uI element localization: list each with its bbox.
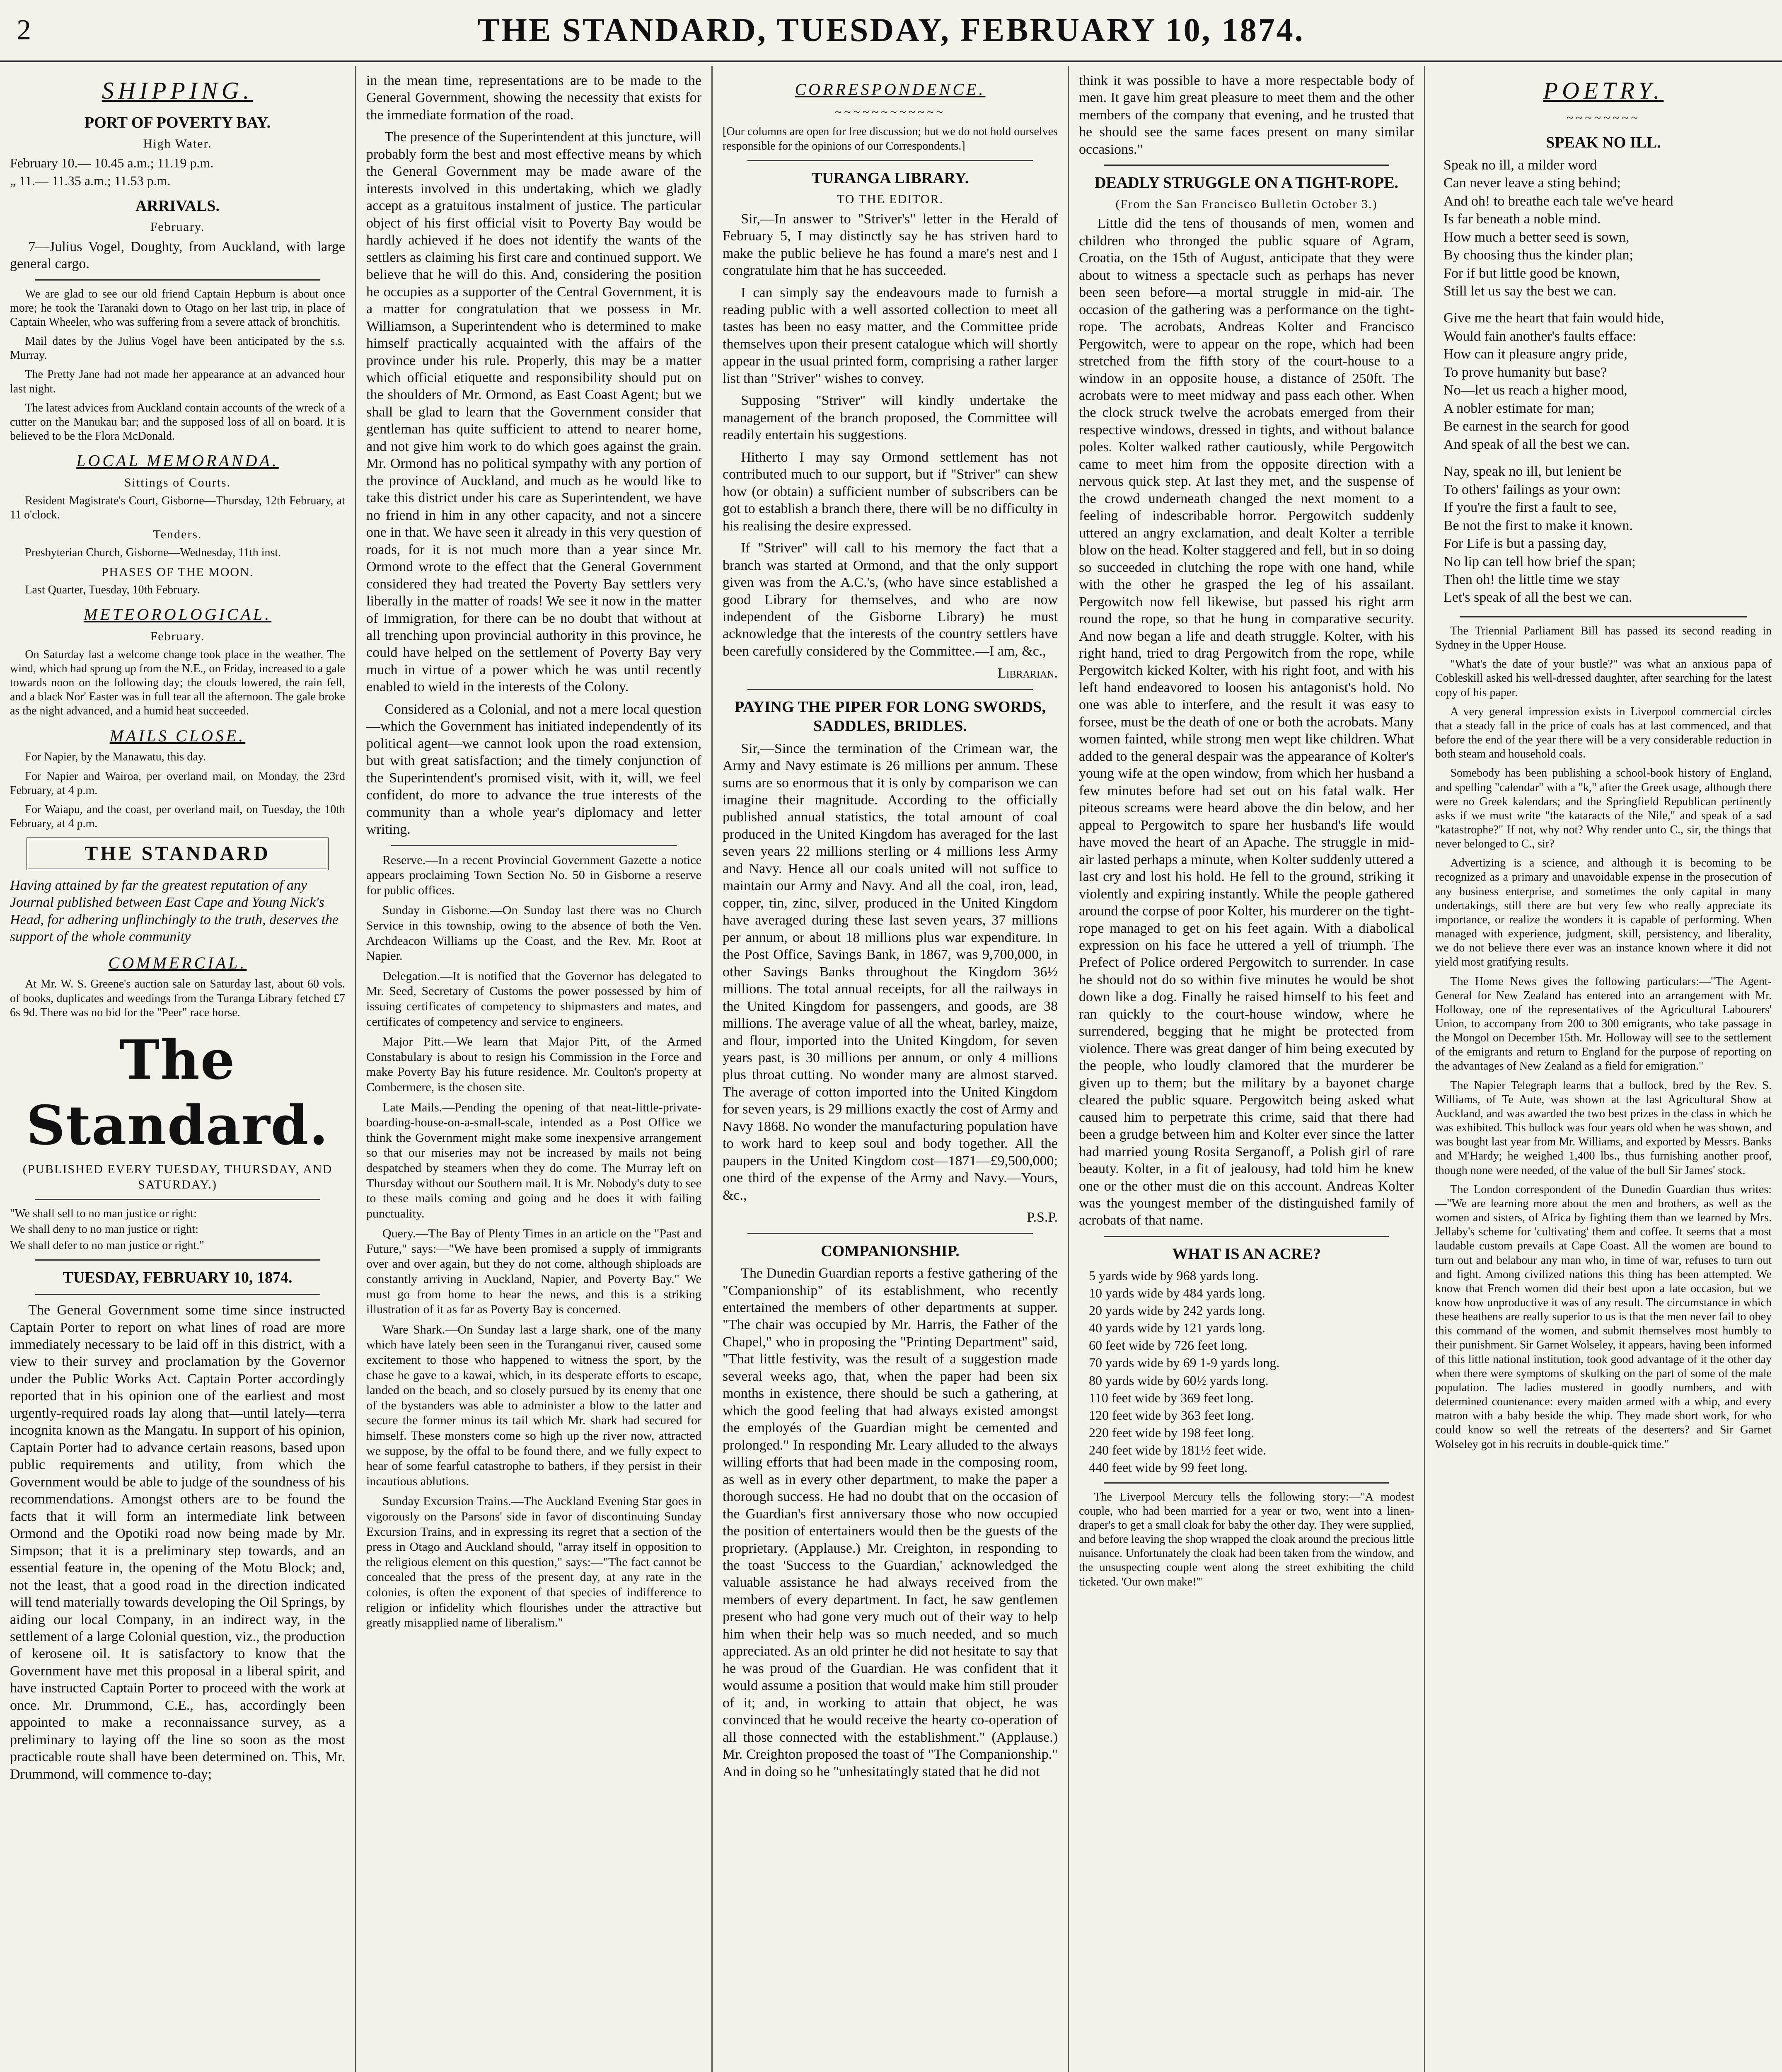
divider [35, 1199, 320, 1200]
poem-line: Still let us say the best we can. [1443, 283, 1617, 299]
article-heading: PAYING THE PIPER FOR LONG SWORDS, SADDLES, BRIDLES. [735, 698, 1046, 735]
poem-line: To prove humanity but base? [1443, 364, 1607, 380]
poem-line: Speak no ill, a milder word [1443, 157, 1597, 173]
article-paragraph: The Dunedin Guardian reports a festive gathering of the "Companionship" of its establishment, who recently entertained the members of other departments at supper. "The chair was occupied by Mr. Harris, the Father of the Chapel," who in proposing the "Printing Department" said, "That little festivity, was the result of a suggestion made several weeks ago, that, when the paper had been six months in existence, there should be such a gathering, at which the good feeling that had always existed amongst the employés of the Guardian might be cemented and prolonged." In responding Mr. Leary alluded to the always willing efforts that had been made in the composing room, as well as in every other department, to make the paper a thorough success. He had no doubt that on the occasion of the Guardian's first anniversary those who now occupied the position of entertainers would then be the guests of the proprietary. (Applause.) Mr. Creighton, in responding to the toast 'Success to the Guardian,' acknowledged the valuable assistance he had always received from the members of every department. In fact, he saw gentlemen present who had gone very much out of their way to help him when their help was so much needed, and so much appreciated. As an old printer he did not hesitate to say that he was proud of the Guardian. He was confident that it would assume a position that would make him still prouder of it; and, in working to attain that object, he was convinced that he would receive the hearty co-operation of all those connected with the establishment." (Applause.) Mr. Creighton proposed the toast of "The Companionship." And in doing so he "unhesitatingly stated that he did not [723, 1266, 1058, 1779]
divider [747, 689, 1033, 690]
mail-entry: For Waiapu, and the coast, per overland mail, on Tuesday, the 10th February, at 4 p.m. [10, 803, 345, 830]
news-item: A very general impression exists in Liverpool commercial circles that a steady fall in the price of coals has at last commenced, and that before the end of the year there will be a very considerable reduction in both steam and household coals. [1435, 705, 1772, 761]
column-3 [713, 66, 1069, 2072]
motto-line: We shall deny to no man justice or right: [10, 1223, 198, 1236]
acre-row: 10 yards wide by 484 yards long. [1089, 1285, 1265, 1301]
poem-line: Be earnest in the search for good [1443, 419, 1629, 434]
poem-line: No—let us reach a higher mood, [1443, 382, 1627, 398]
letter-paragraph: If "Striver" will call to his memory the fact that a branch was started at Ormond, and that the only support given was from the A.C.'s, (who have since established a good Library for themselves, and who are now independent of the Gisborne Library) he must acknowledge that the interests of the country settlers have been carefully considered by the Committee.—I am, &c., [723, 540, 1058, 659]
news-item: Query.—The Bay of Plenty Times in an article on the "Past and Future," says:—"We have been promised a supply of immigrants over and over again, but they do not come, although shiploads are constantly arriving in Auckland, Napier, and Poverty Bay." We must go from home to hear the news, and this is a striking illustration of it as far as Poverty Bay is concerned. [366, 1227, 701, 1317]
sittings-entry: Resident Magistrate's Court, Gisborne—Thursday, 12th February, at 11 o'clock. [10, 494, 345, 521]
news-item: Major Pitt.—We learn that Major Pitt, of the Armed Constabulary is about to resign his Commission in the Force and make Poverty Bay his future residence. Mr. Coulton's property at Combermere, is the chosen site. [366, 1035, 701, 1094]
standard-box-title: THE STANDARD [27, 838, 329, 870]
poem-line: How much a better seed is sown, [1443, 229, 1630, 245]
standard-box-text: Having attained by far the greatest reputation of any Journal published between East Cape and Young Nick's Head, for adhering unflinchingly to the truth, deserves the support of the whole community [10, 877, 339, 945]
divider [35, 279, 320, 281]
poem-line: And speak of all the best we can. [1443, 436, 1630, 452]
letter-heading: TURANGA LIBRARY. [811, 169, 969, 187]
article-heading: COMPANIONSHIP. [821, 1242, 960, 1260]
editorial-paragraph: in the mean time, representations are to be made to the General Government, showing the necessity that exists for the immediate formation of the road. [366, 73, 701, 123]
acre-row: 5 yards wide by 968 yards long. [1089, 1268, 1259, 1283]
poem-line: For Life is but a passing day, [1443, 536, 1607, 552]
acre-row: 240 feet wide by 181½ feet wide. [1089, 1442, 1267, 1457]
poem-line: By choosing thus the kinder plan; [1443, 247, 1634, 263]
commercial-report: At Mr. W. S. Greene's auction sale on Saturday last, about 60 vols. of books, duplicates and weedings from the Turanga Library fetched £7 6s 9d. There was no bid for the "Peer" race horse. [10, 978, 345, 1019]
column-2 [356, 66, 713, 2072]
ornament-rule: ~~~~~~~~ [1567, 111, 1640, 125]
local-memoranda-heading: LOCAL MEMORANDA. [76, 451, 279, 470]
mails-close-heading: MAILS CLOSE. [109, 726, 246, 745]
news-item: Ware Shark.—On Sunday last a large shark, one of the many which have lately been seen in the Turanganui river, caused some excitement to those who happened to witness the sport, by the chase he gave to a kawai, which, in its desperate efforts to escape, landed on the beach, and so closely pursued by its enemy that one of the bystanders was able to administer a blow to the latter and secure the former minus its tail which Mr. shark had secured for himself. These monsters come so high up the river now, attracted we suppose, by the offal to be found there, and we fully expect to hear of some fearful catastrophe to bathers, if they persist in their incautious ablutions. [366, 1322, 701, 1488]
high-water-heading: High Water. [143, 137, 212, 151]
shipping-paragraph: The latest advices from Auckland contain accounts of the wreck of a cutter on the Manukau bar; and the supposed loss of all on board. It is believed to be the Flora McDonald. [10, 401, 345, 443]
divider [35, 1259, 320, 1261]
columns [0, 66, 1782, 2072]
to-editor: TO THE EDITOR. [837, 192, 944, 206]
poem-line: Be not the first to make it known. [1443, 518, 1633, 533]
poem-title: SPEAK NO ILL. [1546, 134, 1661, 152]
news-item: Reserve.—In a recent Provincial Government Gazette a notice appears proclaiming Town Section No. 50 in Gisborne a reserve for public offices. [366, 853, 701, 897]
divider [1104, 165, 1389, 166]
acre-row: 20 yards wide by 242 yards long. [1089, 1303, 1265, 1318]
article-heading: DEADLY STRUGGLE ON A TIGHT-ROPE. [1094, 174, 1399, 192]
article-paragraph: Little did the tens of thousands of men, women and children who thronged the public square of Agram, Croatia, on the 15th of August, anticipate that they were about to witness a spectacle such as perhaps has never been seen before—a mortal struggle in mid-air. The occasion of the gathering was a performance on the tight-rope. The acrobats, Andreas Kolter and Francisco Pergowitch, were to appear on the rope, which had been stretched from the fifth story of the court-house to a window in an opposite house, a distance of 250ft. The acrobats were to meet midway and pass each other. When the clock struck twelve the acrobats emerged from their respective windows, dressed in tights, and without balance poles. Kolter walked rather cautiously, while Pergowitch came to meet him from the opposite direction with a nervous quick step. At last they met, and the suspense of the crowd underneath changed the next moment to a feeling of indescribable horror. Pergowitch suddenly uttered an angry exclamation, and dealt Kolter a terrible blow on the head. Kolter staggered and fell, but in so doing so succeeded in clutching the rope with one hand, while with the other he grasped the leg of his assailant. Pergowitch now fell likewise, but passed his right arm round the rope, so that he hung in comparative security. And now began a life and death struggle. Kolter, with his right hand, tried to drag Pergowitch from the rope, while Pergowitch kicked Kolter, with his right foot, and with his left hand endeavored to loosen his antagonist's hold. No one was able to interfere, and the result it was easy to forsee, must be the death of one or both the acrobats. Many women fainted, while strong men wept like children. What added to the general despair was the appearance of Kolter's young wife at the open window, from which her husband a few minutes before had set out on his fatal walk. Her piteous screams were heard above the din below, and her appeal to Pergowitch to spare her husband's life would have moved the heart of an Apache. The struggle in mid-air lasted perhaps a minute, when Kolter suddenly uttered a last cry and lost his hold. He fell to the ground, striking it violently and expiring instantly. While the people gathered around the corpse of poor Kolter, his murderer on the tight-rope managed to get on his feet again. With a diabolical expression on his face he uttered a yell of triumph. The Prefect of Police ordered Pergowitch to surrender. In case he should not do so within five minutes he would be shot down like a dog. Finally he raised himself to his feet and ran quickly to the court-house window, where he surrendered, begging that he might be protected from violence. There was great danger of him being executed by the people, who loudly clamored that the murderer be given up to them; but the military by a bayonet charge cleared the public square. Pergowitch being asked what caused him to perpetrate this crime, said that there had been a grudge between him and Kolter ever since the latter had married young Rosita Serganoff, a Polish girl of rare beauty. Kolter, in a fit of jealousy, had told him he knew one or the other must die on this account. Andreas Kolter was the youngest member of the distinguished family of acrobats of that name. [1079, 216, 1414, 1228]
acre-row: 220 feet wide by 198 feet long. [1089, 1425, 1254, 1440]
tenders-entry: Presbyterian Church, Gisborne—Wednesday, 11th inst. [25, 546, 281, 559]
editorial-dateline: TUESDAY, FEBRUARY 10, 1874. [63, 1268, 293, 1286]
poem-line: Nay, speak no ill, but lenient be [1443, 464, 1622, 479]
newspaper-title: THE STANDARD, TUESDAY, FEBRUARY 10, 1874. [477, 12, 1305, 48]
moon-entry: Last Quarter, Tuesday, 10th February. [25, 583, 200, 597]
shipping-heading: SHIPPING. [102, 77, 254, 104]
poem-line: No lip can tell how brief the span; [1443, 554, 1636, 569]
publication-days: (PUBLISHED EVERY TUESDAY, THURSDAY, AND SATURDAY.) [22, 1162, 333, 1191]
poem-line: Then oh! the little time we stay [1443, 572, 1620, 588]
news-item: Delegation.—It is notified that the Governor has delegated to Mr. Seed, Secretary of Customs the power possessed by him of issuing certificates of competency to shipmasters and mates, and certificates of competency and service to engineers. [366, 969, 701, 1029]
poem-line: How can it pleasure angry pride, [1443, 346, 1627, 362]
poem-line: Is far beneath a noble mind. [1443, 211, 1601, 227]
poetry-heading: POETRY. [1543, 77, 1664, 104]
letter-signature: P.S.P. [1027, 1210, 1058, 1225]
poem-line: And oh! to breathe each tale we've heard [1443, 193, 1673, 209]
poem-line: Let's speak of all the best we can. [1443, 590, 1632, 605]
divider [747, 1233, 1033, 1234]
editorial-paragraph: The General Government some time since instructed Captain Porter to report on what lines of road are more immediately necessary to be laid off in this district, with a view to their survey and proclamation by the Governor under the Public Works Act. Captain Porter accordingly reported that in his opinion one of the earliest and most urgently-required roads lay along that—until lately—terra incognita known as the Mangatu. In support of his opinion, Captain Porter had to advance certain reasons, based upon public requirements and utility, from which the Government would be able to judge of the soundness of his recommendations. Amongst others are to be found the facts that it will form an intermediate link between Ormond and the Opotiki road now being made by Mr. Simpson; that it is a preliminary step towards, and an essential feature in, the opening of the Motu Block; and, not the least, that a good road in the direction indicated will tend materially towards developing the Oil Springs, by aiding our local Company, in an indirect way, in the settlement of a large Colonial question, viz., the production of kerosene oil. It is satisfactory to know that the Government have met this proposal in a liberal spirit, and have instructed Captain Porter to proceed with the work at once. Mr. Drummond, C.E., has, accordingly been appointed to make a reconnaissance survey, as a preliminary to laying off the line so soon as the most practicable route shall have been determined on. This, Mr. Drummond, will commence to-day; [10, 1302, 345, 1782]
news-item: Advertizing is a science, and although it is becoming to be recognized as a primary and unavoidable expense in the prosecution of any business enterprise, and sometimes the only capital in many undertakings, still there are but very few who really appreciate its importance, or realize the wonders it is capable of performing. When managed with experience, judgment, skill, persistency, and liberality, we do not believe there ever was an instance known where it did not yield most gratifying results. [1435, 857, 1772, 969]
poem-line: If you're the first a fault to see, [1443, 500, 1617, 516]
letter-paragraph: Supposing "Striver" will kindly undertake the management of the branch proposed, the Committee will readily entertain his suggestions. [723, 393, 1058, 443]
motto-line: "We shall sell to no man justice or right: [10, 1207, 197, 1220]
page-header [0, 0, 1782, 62]
letter-signature: Librarian. [997, 666, 1058, 681]
moon-heading: PHASES OF THE MOON. [101, 565, 254, 579]
motto-line: We shall defer to no man justice or right." [10, 1239, 204, 1252]
editorial-paragraph: The presence of the Superintendent at this juncture, will probably form the best and most effective means by which the General Government may be made aware of the interests involved in this undertaking, which we gladly accept as a gratuitous instalment of justice. The particular object of his first official visit to Poverty Bay would be hardly achieved if he does not identify the wants of the settlers as claiming his first care and continued support. We believe that he will do this. And, considering the position he occupies as a supporter of the Central Government, it is a matter for congratulation that we possess in Mr. Williamson, a Superintendent who is determined to make himself practically acquainted with the affairs of the province under his rule. Properly, this may be a matter which official etiquette and responsibility should put on the shoulders of Mr. Ormond, as East Coast Agent; but we shall be glad to learn that the Government consider that gentleman has quite sufficient to attend to nearer home, and not give him work to do which goes against the grain. Mr. Ormond has no political sympathy with any portion of the province of Auckland, and much as he would like to take this district under his care as Superintendent, we have no friend in him in any other capacity, and not a sincere one in that. We have seen it already in this very question of roads, for it is not much more than a year since Mr. Ormond wrote to the effect that the General Government considered they had treated the Poverty Bay settlers very liberally in the matter of roads! We see it now in the matter of Immigration, for there can be no doubt that without at all trenching upon provincial authority in this province, he could have helped on the settlement of Poverty Bay very much in virtue of a power which he was until recently enabled to wield in the interests of the Colony. [366, 129, 701, 695]
poem-stanza [1443, 310, 1772, 453]
acre-row: 110 feet wide by 369 feet long. [1089, 1390, 1254, 1405]
letter-paragraph: I can simply say the endeavours made to furnish a reading public with a well assorted collection to meet all tastes has been no easy matter, and the Committee pride themselves upon their present catalogue which will shortly appear in the usual printed form, comprising a rather larger list than "Striver" wishes to convey. [723, 285, 1058, 386]
column-5 [1425, 66, 1782, 2072]
shipping-paragraph: Mail dates by the Julius Vogel have been anticipated by the s.s. Murray. [10, 335, 345, 362]
letter-paragraph: Sir,—In answer to "Striver's" letter in the Herald of February 5, I may distinctly say he has striven hard to make the public believe he has found a mare's nest and I congratulate him that he has succeeded. [723, 211, 1058, 278]
sittings-heading: Sittings of Courts. [124, 476, 231, 490]
page-number: 2 [17, 14, 31, 46]
poem-line: Would fain another's faults efface: [1443, 328, 1637, 344]
the-standard-nameplate: The Standard. [26, 1028, 329, 1157]
news-item: Somebody has been publishing a school-book history of England, and spelling "calendar" with a "k," after the Greek usage, although there were no Greek kalendars; and the Springfield Republican pertinently asks if we must write "the kataracts of the Nile," and speak of a sad "katastrophe?" If not, why not? Why render unto C., sir, the things that never belonged to C., sir? [1435, 767, 1772, 851]
acre-row: 440 feet wide by 99 feet long. [1089, 1460, 1248, 1475]
ornament-rule: ~~~~~~~~~~~~ [835, 105, 945, 119]
news-item: The London correspondent of the Dunedin Guardian thus writes:—"We are learning more about the men and brothers, as well as the women and sisters, of Africa by fighting them than we learned by Mrs. Jellaby's scheme for 'cultivating' them and coffee. It seems that a most laudable custom prevails at Cape Coast. All the women are bound to turn out and belabour any man who, in time of war, refuses to turn out and fight. Among civilized nations this thing has been attempted. We know that French women did their best upon a late occasion, but we know how unproductive it was of any result. The circumstance in which these heathens are really superior to us is that the men never fail to obey this command of the women, and submit themselves most humbly to their punishment. Sir Garnet Wolseley, it appears, having been informed of this little national institution, took good advantage of it the other day when there were symptoms of skulking on the part of some of the male population. The ladies mustered in goodly numbers, and with determined countenance: every maiden armed with a whip, and every matron with a baby beside the whip. They made short work, for who could know so well the retreats of the deserters? and Sir Garnet Wolseley got in his recruits in double-quick time." [1435, 1183, 1772, 1451]
arrival-entry: 7—Julius Vogel, Doughty, from Auckland, with large general cargo. [10, 239, 345, 272]
correspondence-notice: [Our columns are open for free discussion; but we do not hold ourselves responsible for the opinions of our Correspondents.] [723, 125, 1058, 152]
poem-line: To others' failings as your own: [1443, 482, 1621, 497]
acre-row: 70 yards wide by 69 1-9 yards long. [1089, 1355, 1280, 1370]
divider [391, 845, 677, 846]
letter-paragraph: Sir,—Since the termination of the Crimean war, the Army and Navy estimate is 26 millions per annum. These sums are so enormous that it is only by comparison we can imagine their magnitude. According to the officially published annual statistics, the total amount of coal produced in the United Kingdom has averaged for the last seven years 22 millions sterling or 4 millions less Army and Navy. Hence all our coals united will not suffice to maintain our Army and Navy. And all the coal, iron, lead, copper, tin, zinc, silver, produced in the United Kingdom have averaged during these last seven years, 37 millions per annum, or about 18 millions plus war expenditure. In the Post Office, Savings Bank, in 1867, was 9,700,000, in other Savings Banks throughout the Kingdom 36½ millions. The total annual receipts, for all the railways in the United Kingdom for passengers, and goods, are 38 millions. The average value of all the wheat, barley, maize, and flour, imported into the United Kingdom, for seven years past, is 30 millions per annum, or only 4 millions plus throat cutting. No wonder many are almost starved. The average of cotton imported into the United Kingdom for seven years, is 29 millions exactly the cost of Army and Navy 1868. No wonder the manufacturing population have to work hard to keep soul and body together. All the paupers in the United Kingdom cost—1871—£9,500,000; one third of the expense of the Army and Navy.—Yours, &c., [723, 741, 1058, 1203]
divider [747, 160, 1033, 161]
shipping-paragraph: The Pretty Jane had not made her appearance at an advanced hour last night. [10, 368, 345, 395]
arrivals-heading: ARRIVALS. [135, 197, 220, 215]
news-item: "What's the date of your bustle?" was what an anxious papa of Cobleskill asked his well-dressed daughter, after searching for the latest copy of his paper. [1435, 658, 1772, 699]
news-item: The Napier Telegraph learns that a bullock, bred by the Rev. S. Williams, of Te Aute, was shown at the last Agricultural Show at Auckland, and was awarded the two best prizes in the class in which he was exhibited. This bullock was four years old when he was shown, and was bought last year from Mr. Williams, and exported by Messrs. Banks and M'Hardy; he weighed 1,400 lbs., thus furnishing another proof, though none were needed, of the value of the bull Sir James' stock. [1435, 1079, 1772, 1177]
news-item: Sunday in Gisborne.—On Sunday last there was no Church Service in this township, owing to the absence of both the Ven. Archdeacon Williams up the Coast, and the Rev. Mr. Root at Napier. [366, 903, 701, 963]
arrivals-month: February. [150, 220, 205, 234]
poem-line: Can never leave a sting behind; [1443, 175, 1621, 191]
high-water-line: February 10.— 10.45 a.m.; 11.19 p.m. [10, 155, 214, 170]
poem-line: For if but little good be known, [1443, 265, 1620, 281]
poem-stanza [1443, 157, 1772, 300]
editorial-paragraph: Considered as a Colonial, and not a mere local question—which the Government has initiated independently of its political agent—we cannot look upon the road extension, but with great satisfaction; and the timely conjunction of the Superintendent's promised visit, with it, will, we feel confident, do more to advance the true interests of the community than a whole year's diplomacy and letter writing. [366, 701, 701, 838]
news-item: The Liverpool Mercury tells the following story:—"A modest couple, who had been married for a year or two, went into a linen-draper's to get a small cloak for baby the other day. They were supplied, and before leaving the shop wrapped the cloak around the precious little nuisance. Unfortunately the cloak had been taken from the window, and the unsuspecting couple went along the street exhibiting the child ticketed. 'Our own make!'" [1079, 1490, 1414, 1588]
acre-row: 60 feet wide by 726 feet long. [1089, 1338, 1248, 1353]
article-paragraph: think it was possible to have a more respectable body of men. It gave him great pleasure to meet them and the other members of the company that evening, and he trusted that he should see the same faces present on many similar occasions." [1079, 73, 1414, 157]
acre-heading: WHAT IS AN ACRE? [1172, 1245, 1321, 1263]
divider [1104, 1236, 1389, 1237]
port-heading: PORT OF POVERTY BAY. [84, 114, 271, 131]
mail-entry: For Napier, by the Manawatu, this day. [25, 750, 206, 764]
article-source: (From the San Francisco Bulletin October 3.) [1115, 197, 1378, 211]
news-item: The Triennial Parliament Bill has passed its second reading in Sydney in the Upper House. [1435, 624, 1772, 652]
acre-row: 120 feet wide by 363 feet long. [1089, 1407, 1254, 1423]
divider [35, 1294, 320, 1295]
news-item: Sunday Excursion Trains.—The Auckland Evening Star goes in vigorously on the Parsons' side in favor of discontinuing Sunday Excursion Trains, and in expressing its regret that a section of the press in Otago and Auckland should, "array itself in opposition to the religious element on this question," says:—"The fact cannot be concealed that the press of the present day, at any rate in the colonies, is often the exponent of that species of indifference to religion or infidelity which flourishes under the attractive but greatly misapplied name of liberalism." [366, 1494, 701, 1630]
poem-stanza [1443, 463, 1772, 606]
poem-line: Give me the heart that fain would hide, [1443, 310, 1664, 326]
correspondence-heading: CORRESPONDENCE. [795, 80, 986, 99]
news-item: The Home News gives the following particulars:—"The Agent-General for New Zealand has entered into an arrangement with Mr. Holloway, one of the representatives of the Agricultural Labourers' Union, to accompany from 200 to 300 emigrants, who take passage in the Mongol on December 15th. Mr. Holloway will see to the settlement of the emigrants and return to England for the purpose of reporting on the advantages of New Zealand as a field for emigration." [1435, 975, 1772, 1073]
shipping-paragraph: We are glad to see our old friend Captain Hepburn is about once more; he took the Taranaki down to Otago on her last trip, in place of Captain Wheeler, who was suffering from a severe attack of bronchitis. [10, 287, 345, 329]
column-4 [1069, 66, 1425, 2072]
column-1 [0, 66, 356, 2072]
meteorological-report: On Saturday last a welcome change took place in the weather. The wind, which had sprung up from the N.E., on Friday, increased to a gale towards noon on the following day; the clouds lowered, the rain fell, and a black Nor' Easter was in full tear all the afternoon. The gale broke as the night advanced, and a humid heat succeeded. [10, 648, 345, 718]
tenders-heading: Tenders. [153, 527, 202, 541]
acre-row: 40 yards wide by 121 yards long. [1089, 1320, 1265, 1336]
meteorological-month: February. [150, 629, 205, 644]
poem-line: A nobler estimate for man; [1443, 400, 1595, 416]
news-item: Late Mails.—Pending the opening of that neat-little-private-boarding-house-on-a-small-scale, intended as a Post Office we think the Government might make some inexpensive arrangement so that our miseries may not be increased by mails not being despatched by steamers when they do come. The Murray left on Thursday without our Southern mail. It is Mr. Nobody's duty to see to these mails coming and going and he does it with failing punctuality. [366, 1100, 701, 1220]
meteorological-heading: METEOROLOGICAL. [83, 605, 272, 624]
acre-table [1079, 1268, 1414, 1475]
divider [1460, 616, 1747, 617]
mail-entry: For Napier and Wairoa, per overland mail, on Monday, the 23rd February, at 4 p.m. [10, 770, 345, 797]
high-water-line: „ 11.— 11.35 a.m.; 11.53 p.m. [10, 173, 171, 188]
letter-paragraph: Hitherto I may say Ormond settlement has not contributed much to our support, but if "Striver" can shew how (or obtain) a sufficient number of subscribers can be got to establish a branch there, there will be no difficulty in his realising the desire expressed. [723, 449, 1058, 534]
divider [1104, 1482, 1389, 1484]
commercial-heading: COMMERCIAL. [108, 953, 247, 972]
acre-row: 80 yards wide by 60½ yards long. [1089, 1372, 1269, 1388]
